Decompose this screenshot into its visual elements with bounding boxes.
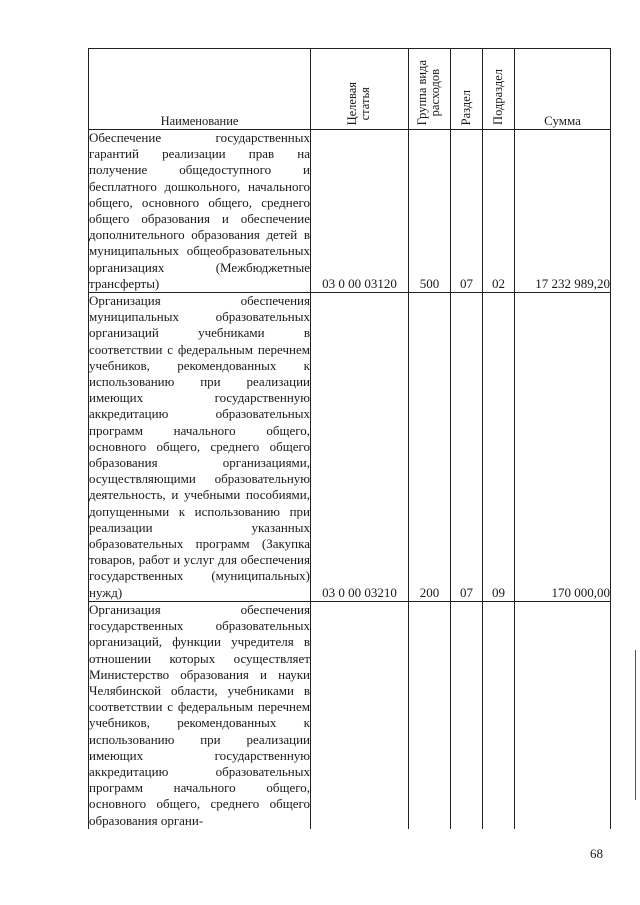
header-expense-group: Группа вида расходов — [409, 49, 451, 130]
header-section: Раздел — [451, 49, 483, 130]
row-subsection — [483, 601, 515, 828]
row-name: Обеспечение государственных гарантий реализации прав на получение общедоступного и бесплатного дошкольного, начального общего, основного общего, среднего общего образования и обеспечение дополнительного образования детей в муниципальных общеобразовательных организациях (Межбюджетные трансферты) — [89, 130, 310, 291]
header-target-article: Целевая статья — [311, 49, 409, 130]
row-section — [451, 601, 483, 828]
row-expense-group: 200 — [409, 293, 451, 602]
row-sum — [515, 601, 611, 828]
row-subsection: 09 — [483, 293, 515, 602]
scan-edge-line — [635, 650, 636, 800]
page-number: 68 — [590, 846, 603, 861]
row-section: 07 — [451, 293, 483, 602]
row-expense-group: 500 — [409, 130, 451, 293]
table-row — [89, 293, 611, 602]
header-sum: Сумма — [515, 49, 611, 130]
header-name: Наименование — [89, 49, 311, 130]
table-row — [89, 601, 611, 828]
row-sum: 17 232 989,20 — [515, 130, 611, 293]
header-subsection: Подраздел — [483, 49, 515, 130]
table-row — [89, 130, 611, 293]
row-name: Организация обеспечения государственных образовательных организаций, функции учредителя в отношении которых осуществляет Министерство образования и науки Челябинской области, учебниками в соответствии с федеральным перечнем учебников, рекомендованных к использованию при реализации имеющих государственную аккредитацию образовательных программ начального общего, основного общего, среднего общего образования органи- — [89, 601, 310, 828]
row-target-article: 03 0 00 03120 — [311, 130, 409, 293]
row-name: Организация обеспечения муниципальных образовательных организаций учебниками в соответствии с федеральным перечнем учебников, рекомендованных к использованию при реализации имеющих государственную аккредитацию образовательных программ начального общего, основного общего, среднего общего образования организациями, осуществляющими образовательную деятельность, и учебными пособиями, допущенными к использованию при реализации указанных образовательных программ (Закупка товаров, работ и услуг для обеспечения государственных (муниципальных) нужд) — [89, 293, 310, 600]
row-target-article: 03 0 00 03210 — [311, 293, 409, 602]
row-sum: 170 000,00 — [515, 293, 611, 602]
row-subsection: 02 — [483, 130, 515, 293]
row-expense-group — [409, 601, 451, 828]
table-header-row — [89, 49, 611, 130]
row-target-article — [311, 601, 409, 828]
budget-table — [88, 48, 611, 829]
row-section: 07 — [451, 130, 483, 293]
